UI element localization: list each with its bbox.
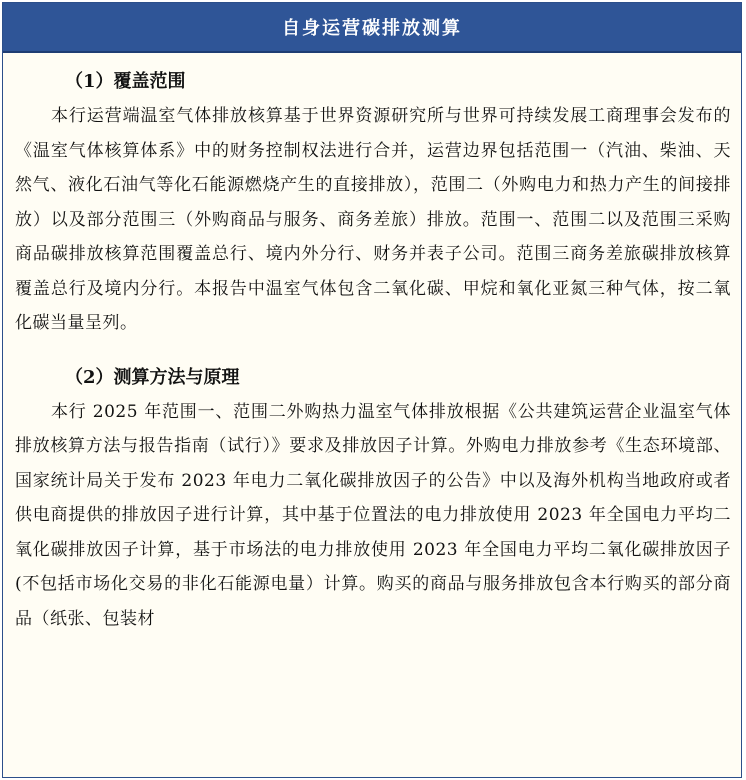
panel-header: [3, 3, 741, 53]
section-paragraph-coverage: 本行运营端温室气体排放核算基于世界资源研究所与世界可持续发展工商理事会发布的《温室气体核算体系》中的财务控制权法进行合并，运营边界包括范围一（汽油、柴油、天然气、液化石油气等化石能源燃烧产生的直接排放），范围二（外购电力和热力产生的间接排放）以及部分范围三（外购商品与服务、商务差旅）排放。范围一、范围二以及范围三采购商品碳排放核算范围覆盖总行、境内外分行、财务并表子公司。范围三商务差旅碳排放核算覆盖总行及境内分行。本报告中温室气体包含二氧化碳、甲烷和氧化亚氮三种气体，按二氧化碳当量呈列。: [15, 106, 731, 333]
section-title-coverage: （1）覆盖范围: [65, 71, 186, 92]
calculation-panel: [2, 2, 742, 778]
panel-title: 自身运营碳排放测算: [282, 18, 462, 39]
section-paragraph-methodology: 本行 2025 年范围一、范围二外购热力温室气体排放根据《公共建筑运营企业温室气体排放核算方法与报告指南（试行）》要求及排放因子计算。外购电力排放参考《生态环境部、国家统计局关于发布 2023 年电力二氧化碳排放因子的公告》中以及海外机构当地政府或者供电商提供的排放因子进行计算，其中基于位置法的电力排放使用 2023 年全国电力平均二氧化碳排放因子计算，基于市场法的电力排放使用 2023 年全国电力平均二氧化碳排放因子(不包括市场化交易的非化石能源电量）计算。购买的商品与服务排放包含本行购买的部分商品（纸张、包装材: [15, 401, 731, 629]
panel-content: [3, 71, 741, 636]
section-title-methodology: （2）测算方法与原理: [65, 366, 240, 388]
